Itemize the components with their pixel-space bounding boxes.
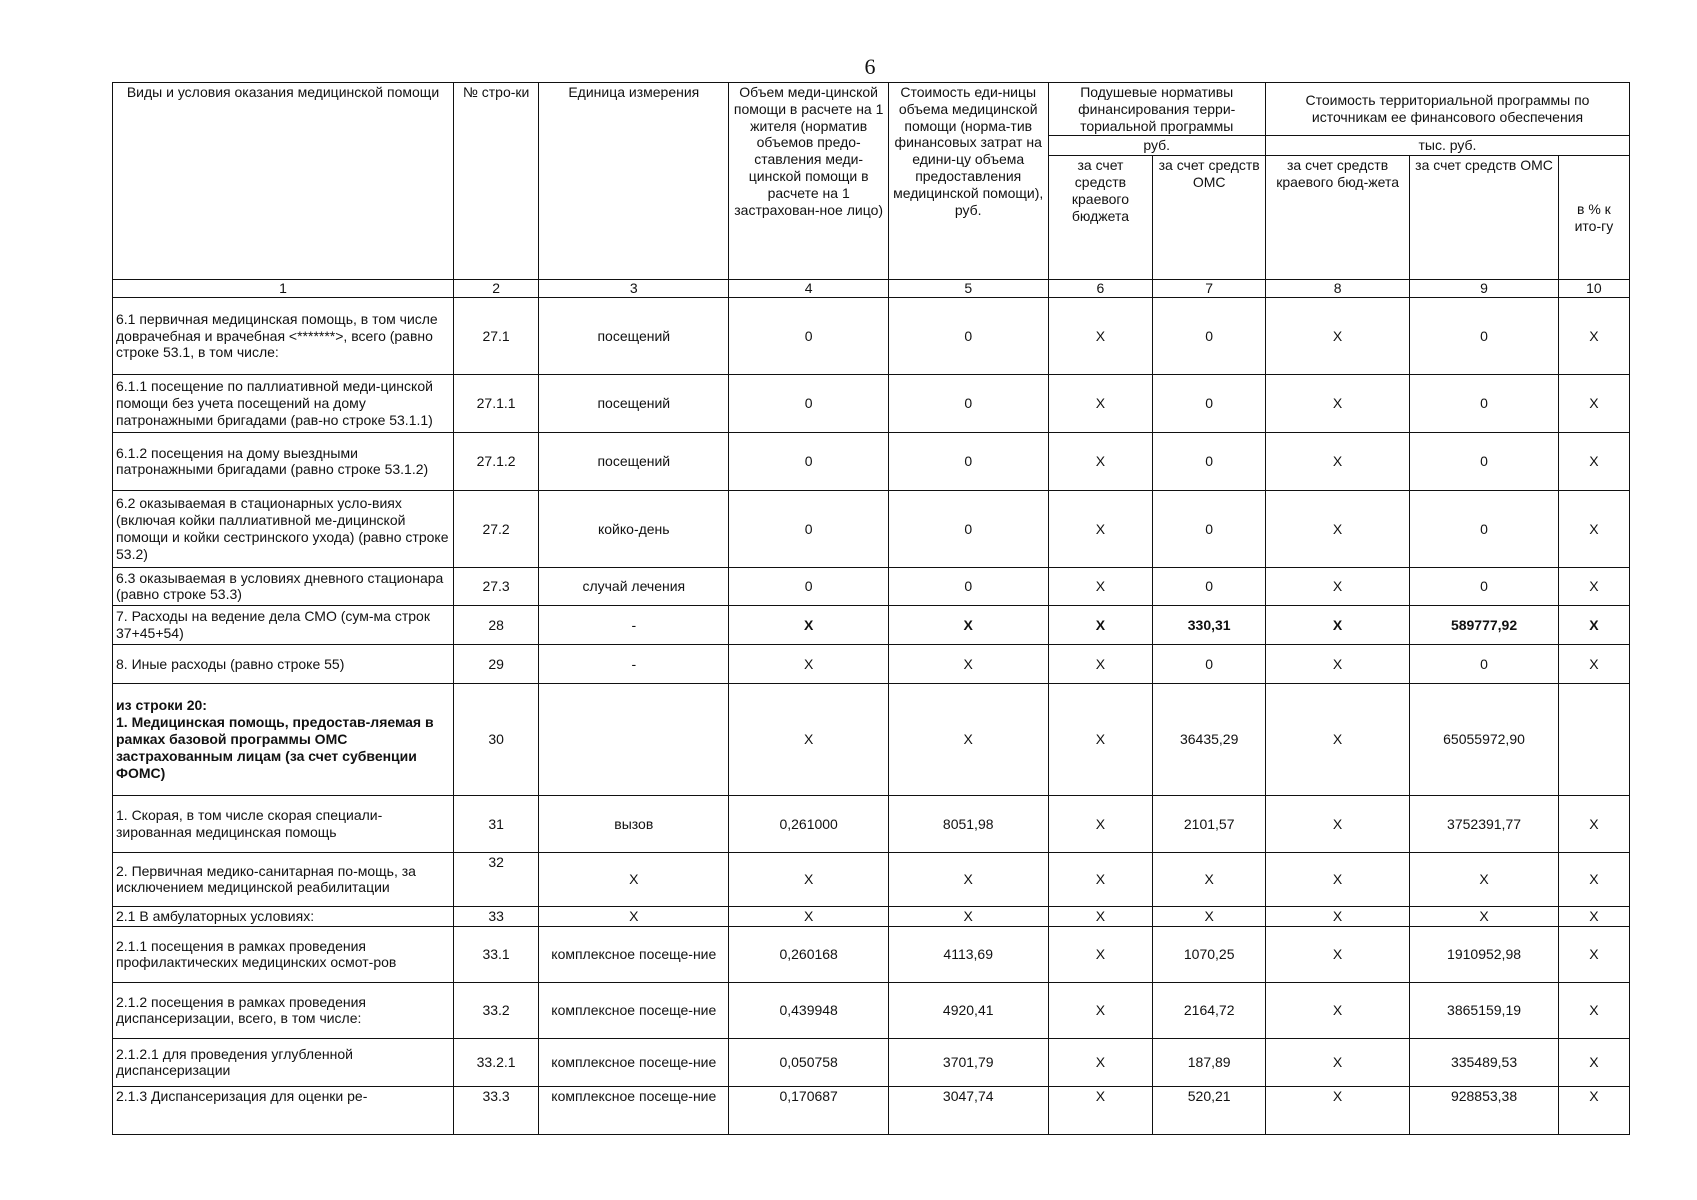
row-value-cell: Х (1558, 605, 1629, 644)
row-value-cell: 36435,29 (1153, 683, 1266, 795)
row-value-cell: Х (539, 906, 729, 926)
row-value-cell: комплексное посеще-ние (539, 926, 729, 982)
row-value-cell: 33.3 (453, 1086, 538, 1134)
row-value-cell: 31 (453, 795, 538, 852)
row-value-cell: 0,170687 (729, 1086, 889, 1134)
row-name-cell: 2.1.3 Диспансеризация для оценки ре- (113, 1086, 454, 1134)
row-value-cell: 0 (888, 567, 1048, 605)
row-value-cell: 0 (1153, 490, 1266, 567)
row-value-cell: 27.1.1 (453, 374, 538, 432)
table-row (113, 490, 1630, 567)
column-number: 7 (1153, 280, 1266, 298)
row-value-cell: Х (1153, 852, 1266, 906)
row-value-cell: Х (1265, 432, 1409, 490)
column-number: 8 (1265, 280, 1409, 298)
column-number: 1 (113, 280, 454, 298)
row-name-cell: 6.1.2 посещения на дому выездными патронажными бригадами (равно строке 53.1.2) (113, 432, 454, 490)
table-row (113, 432, 1630, 490)
header-row-1 (113, 83, 1630, 136)
row-name-cell: 2.1.2 посещения в рамках проведения диспансеризации, всего, в том числе: (113, 982, 454, 1038)
row-value-cell (1558, 683, 1629, 795)
row-value-cell: 0 (1410, 432, 1559, 490)
row-value-cell: Х (1558, 852, 1629, 906)
row-value-cell: 27.1.2 (453, 432, 538, 490)
row-value-cell: 27.2 (453, 490, 538, 567)
row-value-cell: 0 (729, 567, 889, 605)
row-value-cell: Х (1265, 795, 1409, 852)
page-number: 6 (864, 54, 876, 79)
row-value-cell: Х (1265, 1038, 1409, 1086)
row-value-cell: комплексное посеще-ние (539, 1086, 729, 1134)
row-name-cell: 6.1 первичная медицинская помощь, в том числе доврачебная и врачебная <*******>, всего (равно строке 53.1, в том числе: (113, 297, 454, 374)
row-value-cell: Х (1265, 926, 1409, 982)
row-value-cell: 0 (888, 432, 1048, 490)
row-value-cell: Х (1265, 852, 1409, 906)
table-row (113, 567, 1630, 605)
row-value-cell: 1070,25 (1153, 926, 1266, 982)
row-value-cell: Х (1558, 906, 1629, 926)
row-value-cell: 27.3 (453, 567, 538, 605)
row-value-cell: 0 (1153, 297, 1266, 374)
row-value-cell: Х (729, 644, 889, 683)
row-value-cell: Х (1048, 683, 1153, 795)
row-value-cell: Х (1048, 852, 1153, 906)
row-value-cell: 1910952,98 (1410, 926, 1559, 982)
table-row (113, 982, 1630, 1038)
row-value-cell: Х (1265, 1086, 1409, 1134)
row-value-cell: 0,050758 (729, 1038, 889, 1086)
header-oms-cost: за счет средств ОМС (1410, 156, 1559, 280)
column-number: 9 (1410, 280, 1559, 298)
row-value-cell: 928853,38 (1410, 1086, 1559, 1134)
row-value-cell: Х (888, 644, 1048, 683)
row-value-cell: 3047,74 (888, 1086, 1048, 1134)
row-value-cell: 0 (729, 297, 889, 374)
row-value-cell: 65055972,90 (1410, 683, 1559, 795)
row-value-cell: Х (888, 605, 1048, 644)
row-value-cell: 4920,41 (888, 982, 1048, 1038)
row-value-cell: Х (888, 906, 1048, 926)
row-value-cell: Х (1265, 490, 1409, 567)
row-value-cell: Х (1410, 906, 1559, 926)
row-value-cell: 8051,98 (888, 795, 1048, 852)
row-value-cell: 30 (453, 683, 538, 795)
row-value-cell: 0 (1153, 567, 1266, 605)
row-value-cell: Х (1558, 567, 1629, 605)
header-regional-budget: за счет средств краевого бюджета (1048, 156, 1153, 280)
table-row (113, 926, 1630, 982)
row-value-cell: 0 (1410, 374, 1559, 432)
row-value-cell: посещений (539, 297, 729, 374)
row-name-cell: 2.1 В амбулаторных условиях: (113, 906, 454, 926)
header-regional-budget-cost: за счет средств краевого бюд-жета (1265, 156, 1409, 280)
row-value-cell: 0 (1410, 490, 1559, 567)
row-value-cell: 32 (453, 852, 538, 906)
row-value-cell: Х (539, 852, 729, 906)
row-value-cell: Х (1558, 374, 1629, 432)
row-value-cell: 2164,72 (1153, 982, 1266, 1038)
row-value-cell: Х (1558, 297, 1629, 374)
row-value-cell: случай лечения (539, 567, 729, 605)
row-value-cell: Х (729, 852, 889, 906)
row-value-cell: Х (1265, 567, 1409, 605)
row-value-cell: Х (1153, 906, 1266, 926)
column-number: 4 (729, 280, 889, 298)
row-value-cell: 520,21 (1153, 1086, 1266, 1134)
header-volume: Объем меди-цинской помощи в расчете на 1 жителя (норматив объемов предо-ставления меди-цинской помощи в расчете на 1 застрахован-ное лицо) (729, 83, 889, 280)
row-value-cell: 0 (729, 432, 889, 490)
row-value-cell: 33.1 (453, 926, 538, 982)
row-value-cell: 0,261000 (729, 795, 889, 852)
row-value-cell: Х (1558, 432, 1629, 490)
header-percent: в % к ито-гу (1558, 156, 1629, 280)
column-number: 10 (1558, 280, 1629, 298)
row-value-cell: Х (1048, 490, 1153, 567)
row-name-cell: 6.2 оказываемая в стационарных усло-виях (включая койки паллиативной ме-дицинской помощи и койки сестринского ухода) (равно строке 53.2) (113, 490, 454, 567)
row-value-cell: 33 (453, 906, 538, 926)
row-value-cell: 0,439948 (729, 982, 889, 1038)
row-value-cell: - (539, 644, 729, 683)
row-value-cell: Х (1048, 644, 1153, 683)
row-value-cell: Х (1048, 906, 1153, 926)
row-value-cell: Х (1048, 982, 1153, 1038)
row-name-cell: 2.1.2.1 для проведения углубленной диспансеризации (113, 1038, 454, 1086)
row-value-cell: 0 (888, 490, 1048, 567)
row-value-cell: посещений (539, 432, 729, 490)
column-number: 3 (539, 280, 729, 298)
row-value-cell: 0 (1153, 374, 1266, 432)
row-value-cell: 2101,57 (1153, 795, 1266, 852)
row-value-cell: Х (1265, 683, 1409, 795)
row-value-cell: Х (1048, 795, 1153, 852)
table-row (113, 1086, 1630, 1134)
header-program-cost-group: Стоимость территориальной программы по источникам ее финансового обеспечения (1265, 83, 1629, 136)
row-value-cell: Х (1048, 297, 1153, 374)
header-oms: за счет средств ОМС (1153, 156, 1266, 280)
row-value-cell: 33.2 (453, 982, 538, 1038)
row-value-cell: Х (1558, 982, 1629, 1038)
row-name-cell: 7. Расходы на ведение дела СМО (сум-ма строк 37+45+54) (113, 605, 454, 644)
row-value-cell: 0 (1153, 644, 1266, 683)
row-value-cell: 4113,69 (888, 926, 1048, 982)
row-value-cell: 0 (729, 374, 889, 432)
row-value-cell: Х (1558, 644, 1629, 683)
column-number: 5 (888, 280, 1048, 298)
row-value-cell: 0 (1410, 644, 1559, 683)
row-value-cell: Х (1048, 432, 1153, 490)
row-value-cell: Х (729, 906, 889, 926)
row-value-cell: - (539, 605, 729, 644)
table-row (113, 297, 1630, 374)
row-value-cell: комплексное посеще-ние (539, 1038, 729, 1086)
header-unit: Единица измерения (539, 83, 729, 280)
row-name-cell: 1. Скорая, в том числе скорая специали-зированная медицинская помощь (113, 795, 454, 852)
row-value-cell: 3752391,77 (1410, 795, 1559, 852)
table-row (113, 852, 1630, 906)
row-value-cell: Х (1265, 906, 1409, 926)
row-value-cell: 330,31 (1153, 605, 1266, 644)
row-value-cell: 33.2.1 (453, 1038, 538, 1086)
row-value-cell: Х (1048, 926, 1153, 982)
table-row (113, 605, 1630, 644)
column-number: 2 (453, 280, 538, 298)
row-value-cell: Х (1048, 1038, 1153, 1086)
row-value-cell: 0 (1410, 297, 1559, 374)
table-row (113, 644, 1630, 683)
row-value-cell: Х (888, 852, 1048, 906)
column-numbers-row (113, 280, 1630, 298)
row-value-cell: 3701,79 (888, 1038, 1048, 1086)
row-value-cell: Х (1558, 1038, 1629, 1086)
row-value-cell: 335489,53 (1410, 1038, 1559, 1086)
medical-care-table (112, 82, 1630, 1135)
table-row (113, 374, 1630, 432)
row-value-cell (539, 683, 729, 795)
row-value-cell: посещений (539, 374, 729, 432)
row-name-cell: 2. Первичная медико-санитарная по-мощь, за исключением медицинской реабилитации (113, 852, 454, 906)
header-care-type: Виды и условия оказания медицинской помощи (113, 83, 454, 280)
row-value-cell: комплексное посеще-ние (539, 982, 729, 1038)
row-name-cell: 2.1.1 посещения в рамках проведения профилактических медицинских осмот-ров (113, 926, 454, 982)
row-value-cell: вызов (539, 795, 729, 852)
row-value-cell: 187,89 (1153, 1038, 1266, 1086)
row-value-cell: 27.1 (453, 297, 538, 374)
row-value-cell: 0 (888, 297, 1048, 374)
row-value-cell: 28 (453, 605, 538, 644)
header-row-number: № стро-ки (453, 83, 538, 280)
row-value-cell: Х (1048, 374, 1153, 432)
row-value-cell: 3865159,19 (1410, 982, 1559, 1038)
row-name-cell: 6.1.1 посещение по паллиативной меди-цинской помощи без учета посещений на дому патронажными бригадами (рав-но строке 53.1.1) (113, 374, 454, 432)
row-value-cell: Х (1558, 795, 1629, 852)
row-value-cell: Х (1048, 605, 1153, 644)
row-value-cell: Х (729, 605, 889, 644)
row-value-cell: Х (1265, 644, 1409, 683)
row-value-cell: 29 (453, 644, 538, 683)
header-unit-cost: Стоимость еди-ницы объема медицинской помощи (норма-тив финансовых затрат на едини-цу объема предоставления медицинской помощи), руб. (888, 83, 1048, 280)
table-row (113, 795, 1630, 852)
row-value-cell: 0,260168 (729, 926, 889, 982)
row-value-cell: Х (1558, 490, 1629, 567)
table-row (113, 906, 1630, 926)
row-name-cell: из строки 20: 1. Медицинская помощь, предостав-ляемая в рамках базовой программы ОМС застрахованным лицам (за счет субвенции ФОМС) (113, 683, 454, 795)
row-value-cell: Х (1048, 567, 1153, 605)
column-number: 6 (1048, 280, 1153, 298)
row-value-cell: Х (1048, 1086, 1153, 1134)
row-value-cell: 0 (1153, 432, 1266, 490)
row-value-cell: Х (1558, 1086, 1629, 1134)
row-value-cell: Х (1558, 926, 1629, 982)
row-value-cell: 0 (1410, 567, 1559, 605)
row-value-cell: Х (1265, 605, 1409, 644)
header-per-capita-group: Подушевые нормативы финансирования терри-ториальной программы (1048, 83, 1265, 136)
row-value-cell: 589777,92 (1410, 605, 1559, 644)
row-value-cell: 0 (729, 490, 889, 567)
table-row (113, 1038, 1630, 1086)
row-name-cell: 6.3 оказываемая в условиях дневного стационара (равно строке 53.3) (113, 567, 454, 605)
row-value-cell: Х (1410, 852, 1559, 906)
header-program-cost-unit: тыс. руб. (1265, 136, 1629, 156)
table-row (113, 683, 1630, 795)
row-value-cell: Х (1265, 374, 1409, 432)
row-value-cell: 0 (888, 374, 1048, 432)
row-value-cell: Х (1265, 982, 1409, 1038)
header-per-capita-unit: руб. (1048, 136, 1265, 156)
row-value-cell: Х (729, 683, 889, 795)
row-value-cell: Х (888, 683, 1048, 795)
row-value-cell: койко-день (539, 490, 729, 567)
row-name-cell: 8. Иные расходы (равно строке 55) (113, 644, 454, 683)
row-value-cell: Х (1265, 297, 1409, 374)
